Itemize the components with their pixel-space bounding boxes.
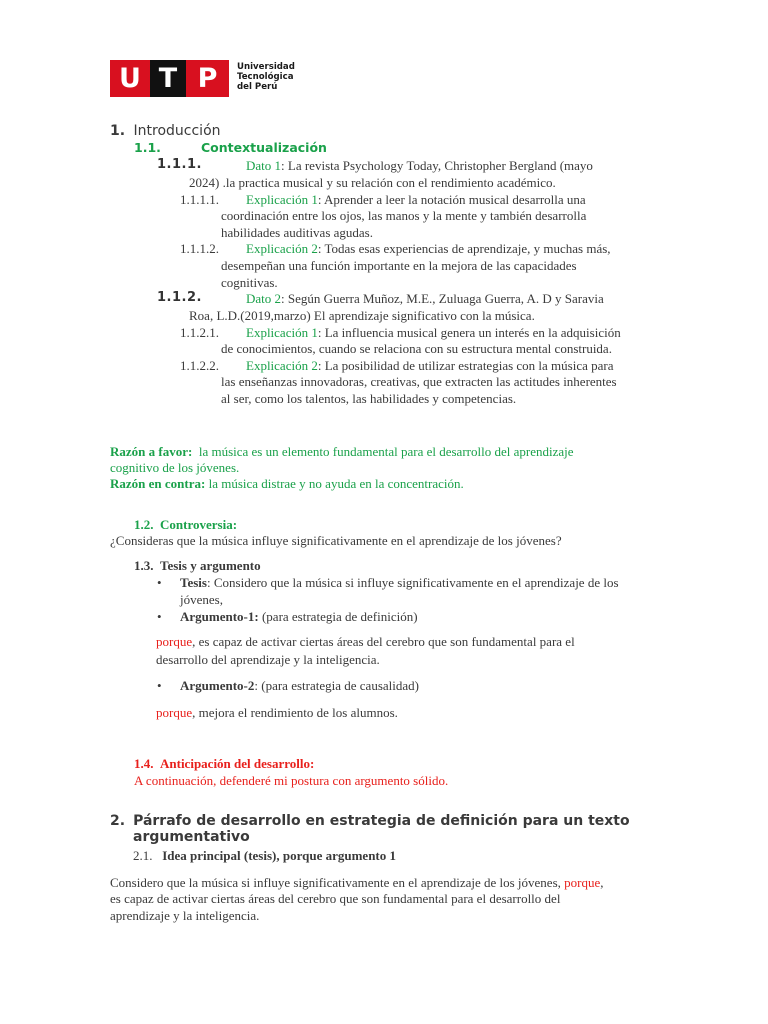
exp-1121-number: 1.1.2.1. [180,325,219,340]
dato-2-text-1: : Según Guerra Muñoz, M.E., Zuluaga Guerra, A. D y Saravia [281,291,604,306]
dato-2-line-2: Roa, L.D.(2019,marzo) El aprendizaje significativo con la música. [189,308,535,323]
argumento-2-explanation-1: , mejora el rendimiento de los alumnos. [192,705,398,720]
exp-1111-label: Explicación 1 [246,192,318,207]
section-2-title-2: argumentativo [133,829,250,845]
razon-a-favor-label: Razón a favor: [110,444,193,459]
controversia-question: ¿Consideras que la música influye significativamente en el aprendizaje de los jóvenes? [110,533,562,548]
exp-1122-number: 1.1.2.2. [180,358,219,373]
section-2-1-title: Idea principal (tesis), porque argumento 1 [162,848,397,863]
exp-1111-line-2: coordinación entre los ojos, las manos y la mente y también desarrolla [221,208,587,223]
argumento-2-text: : (para estrategia de causalidad) [254,678,419,693]
tesis-line-1 [180,574,619,591]
controversia-title: Controversia: [160,517,238,532]
razon-a-favor-text-1: la música es un elemento fundamental para el desarrollo del aprendizaje [198,444,574,459]
anticipacion-heading [134,755,314,772]
controversia-heading [134,516,237,533]
tesis-bullet: • [157,575,162,590]
argumento-1-line-2: desarrollo del aprendizaje y la inteligencia. [156,652,380,667]
razon-a-favor-line-1 [110,443,574,460]
section-1-1-title: Contextualización [201,140,327,155]
dato-1-text-1: : La revista Psychology Today, Christopher Bergland (mayo [281,158,593,173]
dato-1-label: Dato 1 [246,158,282,173]
exp-1122-line-3: al ser, como los talentos, las habilidades y competencias. [221,391,517,406]
exp-1121-text-1: : La influencia musical genera un interés en la adquisición [317,325,621,340]
section-2-paragraph-text-1a: Considero que la música si influye significativamente en el aprendizaje de los jóvenes, [110,875,565,890]
argumento-1-bullet: • [157,609,162,624]
exp-1112-line-2: desempeñan una función importante en la mejora de las capacidades [221,258,577,273]
logo-letter-u: U [119,63,141,94]
exp-1112-line-3: cognitivas. [221,275,278,290]
argumento-2-porque: porque [156,705,193,720]
razon-en-contra [110,475,464,492]
section-1-heading [110,123,221,140]
dato-1-number: 1.1.1. [157,157,202,172]
argumento-1-line-1 [156,633,575,650]
dato-2-number: 1.1.2. [157,290,202,305]
razon-en-contra-text: la música distrae y no ayuda en la concentración. [208,476,464,491]
dato-1-line-2: 2024) .la practica musical y su relación con el rendimiento académico. [189,175,556,190]
logo-box-p [186,60,229,97]
logo-line-3: del Perú [237,82,278,92]
tesis-line-2: jóvenes, [180,592,223,607]
section-2-paragraph-text-1b: , [600,875,604,890]
section-2-paragraph-line-2: es capaz de activar ciertas áreas del cerebro que son fundamental para el desarrollo del [110,891,561,906]
section-2-heading-line-1 [110,813,630,830]
logo-line-1: Universidad [237,62,295,72]
dato-2-label: Dato 2 [246,291,282,306]
exp-1121-line-2: de conocimientos, cuando se relaciona con su estructura mental construida. [221,341,612,356]
tesis-label: Tesis [180,575,207,590]
exp-1121-line-1 [246,324,621,341]
exp-1121-label: Explicación 1 [246,325,318,340]
section-2-paragraph-line-3: aprendizaje y la inteligencia. [110,908,260,923]
exp-1112-line-1 [246,240,611,257]
logo-box-u [110,60,150,97]
logo-line-2: Tecnológica [237,72,294,82]
exp-1111-number: 1.1.1.1. [180,192,219,207]
razon-a-favor-line-2: cognitivo de los jóvenes. [110,460,240,475]
exp-1122-line-1 [246,357,614,374]
anticipacion-number: 1.4. [134,756,154,771]
argumento-1-explanation-1: , es capaz de activar ciertas áreas del cerebro que son fundamental para el [192,634,575,649]
exp-1122-line-2: las enseñanzas innovadoras, creativas, que extracten las actitudes inherentes [221,374,617,389]
section-1-title: Introducción [133,123,221,139]
controversia-number: 1.2. [134,517,154,532]
exp-1111-line-1 [246,191,586,208]
logo-box-t [150,60,186,97]
argumento-1 [180,608,418,625]
dato-1-line-1 [246,157,593,174]
exp-1111-text-1: : Aprender a leer la notación musical desarrolla una [317,192,586,207]
tesis-text-1: : Considero que la música si influye significativamente en el aprendizaje de los [206,575,619,590]
argumento-2-bullet: • [157,678,162,693]
logo-letter-t: T [158,63,178,94]
section-1-1-heading [134,140,327,156]
argumento-1-label: Argumento-1: [180,609,259,624]
section-2-1-heading [133,847,396,864]
dato-2-line-1 [246,290,604,307]
exp-1122-text-1: : La posibilidad de utilizar estrategias con la música para [317,358,614,373]
argumento-1-text: (para estrategia de definición) [261,609,418,624]
logo-letter-p: P [197,63,218,94]
exp-1112-text-1: : Todas esas experiencias de aprendizaje, y muchas más, [317,241,611,256]
razon-en-contra-label: Razón en contra: [110,476,206,491]
exp-1112-number: 1.1.1.2. [180,241,219,256]
argumento-2-label: Argumento-2 [180,678,255,693]
argumento-2-line-1 [156,704,398,721]
tesis-number: 1.3. [134,558,154,573]
section-2-title-1: Párrafo de desarrollo en estrategia de definición para un texto [133,813,630,829]
section-1-1-number: 1.1. [134,140,161,155]
argumento-2 [180,677,419,694]
anticipacion-text: A continuación, defenderé mi postura con argumento sólido. [134,773,449,788]
anticipacion-title: Anticipación del desarrollo: [160,756,315,771]
section-2-paragraph-line-1 [110,874,604,891]
exp-1112-label: Explicación 2 [246,241,318,256]
tesis-title: Tesis y argumento [160,558,261,573]
section-2-number: 2. [110,813,126,829]
tesis-heading [134,557,261,574]
argumento-1-porque: porque [156,634,193,649]
section-2-paragraph-porque: porque [564,875,601,890]
exp-1111-line-3: habilidades auditivas agudas. [221,225,373,240]
section-2-1-number: 2.1. [133,848,153,863]
exp-1122-label: Explicación 2 [246,358,318,373]
logo-university-name [237,62,295,92]
section-1-number: 1. [110,123,126,139]
